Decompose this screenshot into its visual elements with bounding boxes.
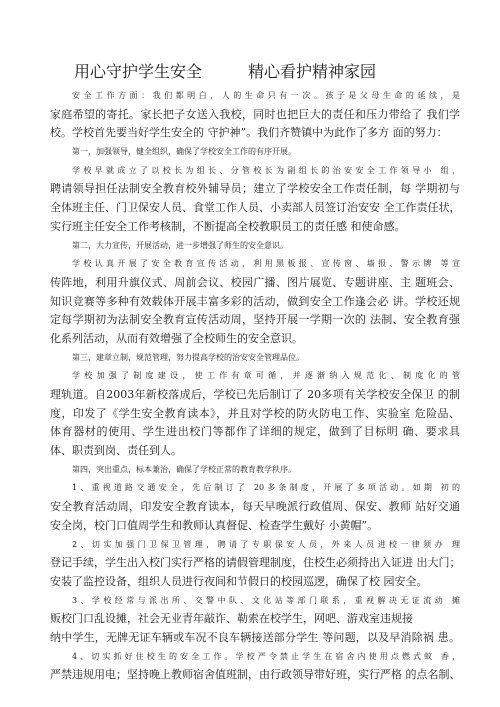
body-line: 第三，建章立制，规范管理，努力提高学校的治安安全管理品位。 [72,352,304,362]
body-line: 第一，加强领导，健全组织，确保了学校安全工作的有序开展。 [72,147,296,157]
body-line: 校。学校首先要当好学生安全的 守护神”。我们齐赞镇中为此作了多方 面的努力： [50,126,448,140]
body-line: 定每学期初为法制安全教育宣传活动周，坚持开展一学期一次的 法制、安全教育强 [50,313,460,327]
body-line: 家庭希望的寄托。家长把子女送入我校，同时也把巨大的责任和压力带给了 我们学 [50,107,460,121]
body-line: 第二，大力宣传，开展活动，进一步增强了师生的安全意识。 [72,240,288,250]
body-line: 1、重视道路交通安全，先后制订了 20多条制度，开展了多项活动。如期 初的 [72,483,460,493]
body-line: 4、切实抓好住校生的安全工作。学校严令禁止学生在宿舍内使用点燃式蚊 香， [72,651,460,661]
body-line: 化系列活动，从而有效增强了全校师生的安全意识。 [50,331,303,345]
body-line: 登记手续，学生出入校门实行严格的请假管理制度，住校生必须持出入证进 出大门； [50,556,461,570]
body-line: 安全教育活动周，印发安全教育读本，每天早晚派行政值周、保安、教师 站好交通 [50,500,460,514]
body-line: 严禁违规用电；坚持晚上教师宿舍值班制，由行政领导带好班，实行严格 的点名制、 [50,668,461,682]
body-line: 知识竞赛等多种有效载体开展丰富多彩的活动，做到安全工作逢会必 讲。学校还规 [50,294,460,308]
body-line: 体、职责到岗、责任到人。 [50,444,182,458]
body-line: 理轨道。自2003年新校落成后，学校已先后制订了 20多项有关学校安全保卫 的制 [50,388,460,401]
body-line: 安装了监控设备，组织人员进行夜间和节假日的校园巡逻，确保了校 园安全。 [50,574,428,588]
title-left: 用心守护学生安全 [74,62,203,81]
body-line: 度，印发了《学生安全教育读本》，并且对学校的防火防电工作、实验室 危险品、 [50,406,460,420]
body-line: 贩校门口乱设摊，社会无业青年敲诈、勒索在校学生，网吧、游戏室违规接 [50,612,413,626]
body-line: 实行班主任安全工作考核制，不断提高全校教职员工的责任感 和使命感。 [50,219,406,233]
body-line: 2、切实加强门卫保卫管理，聘请了专职保安人员，外来人员进校一律须办 理 [72,539,460,549]
body-line: 纳中学生，无牌无证车辆或车况不良车辆接送部分学生 等问题，以及早消除祸 患。 [50,630,460,644]
body-line: 学校加强了制度建设，使工作有章可循，并逐渐纳入规范化、制度化的管 [72,371,460,381]
body-line: 3、学校经常与派出所、交警中队、文化站等部门联系，重视解决无证流动 摊 [72,595,460,605]
body-line: 学校认真开展了安全教育宣传活动，利用黑板报、宣传窗、墙报、警示牌 等宣 [72,259,460,269]
body-line: 体育器材的使用、学生进出校门等都作了详细的规定，做到了目标明 确、要求具 [50,425,460,439]
body-line: 安全岗，校门口值周学生和教师认真督促、检查学生戴好 小黄帽”。 [50,518,379,532]
title-right: 精心看护精神家园 [248,62,377,81]
body-line: 学校早就成立了以校长为组长、分管校长为副组长的治安安全工作领导小 组， [72,165,460,175]
body-line: 第四，突出重点，标本兼治，确保了学校正常的教育教学秩序。 [72,464,296,474]
document-body [50,87,460,685]
body-line: 聘请领导担任法制安全教育校外辅导员；建立了学校安全工作责任制，每 学期初与 [50,182,460,196]
body-line: 全体班主任、门卫保安人员、食堂工作人员、小卖部人员签订治安安 全工作责任状， [50,201,461,215]
body-line: 安全工作方面：我们都明白，人的生命只有一次。孩子是父母生命的延续，是 [72,91,460,100]
document-title [74,60,454,84]
body-line: 传阵地，利用升旗仪式、周前会议、校园广播、图片展览、专题讲座、主 题班会、 [50,275,460,289]
